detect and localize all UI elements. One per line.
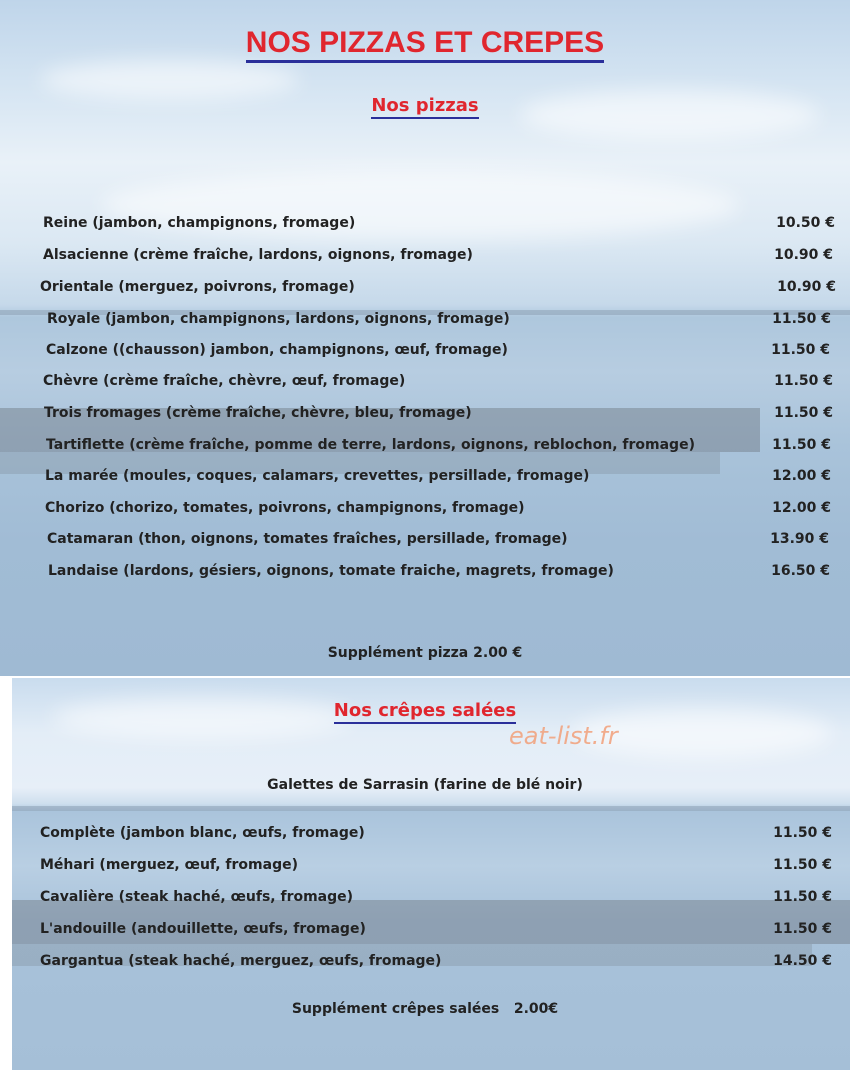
menu-item xyxy=(45,468,831,492)
item-name: Gargantua (steak haché, merguez, œufs, fromage) xyxy=(40,953,442,969)
pizzas-heading-text: Nos pizzas xyxy=(371,95,478,119)
item-price: 10.90 € xyxy=(777,279,836,295)
menu-item xyxy=(40,857,832,881)
menu-item xyxy=(47,531,829,555)
item-name: Chèvre (crème fraîche, chèvre, œuf, fromage) xyxy=(43,373,406,389)
horizon-line xyxy=(12,806,850,811)
menu-item xyxy=(40,953,832,977)
item-price: 10.50 € xyxy=(776,215,835,231)
menu-item xyxy=(44,405,833,429)
item-price: 11.50 € xyxy=(772,311,831,327)
item-price: 12.00 € xyxy=(772,468,831,484)
item-name: Calzone ((chausson) jambon, champignons, œuf, fromage) xyxy=(46,342,508,358)
item-price: 11.50 € xyxy=(771,342,830,358)
item-price: 11.50 € xyxy=(773,825,832,841)
page-title-text: NOS PIZZAS ET CREPES xyxy=(246,26,604,63)
crepes-heading xyxy=(0,700,850,721)
item-price: 14.50 € xyxy=(773,953,832,969)
menu-item xyxy=(45,500,831,524)
item-name: Reine (jambon, champignons, fromage) xyxy=(43,215,356,231)
crepes-heading-text: Nos crêpes salées xyxy=(334,700,516,724)
item-price: 11.50 € xyxy=(774,405,833,421)
crepes-supplement: Supplément crêpes salées 2.00€ xyxy=(291,1001,559,1017)
item-price: 12.00 € xyxy=(772,500,831,516)
item-name: Méhari (merguez, œuf, fromage) xyxy=(40,857,298,873)
cloud xyxy=(40,60,300,100)
item-price: 11.50 € xyxy=(773,857,832,873)
menu-item xyxy=(43,247,833,271)
item-price: 16.50 € xyxy=(771,563,830,579)
menu-item xyxy=(46,342,830,366)
item-name: Chorizo (chorizo, tomates, poivrons, champignons, fromage) xyxy=(45,500,525,516)
page-title xyxy=(0,26,850,60)
item-name: Trois fromages (crème fraîche, chèvre, bleu, fromage) xyxy=(44,405,472,421)
pizza-supplement: Supplément pizza 2.00 € xyxy=(327,645,523,661)
item-name: Tartiflette (crème fraîche, pomme de terre, lardons, oignons, reblochon, fromage) xyxy=(46,437,695,453)
item-name: Cavalière (steak haché, œufs, fromage) xyxy=(40,889,354,905)
menu-item xyxy=(43,215,835,239)
watermark: eat-list.fr xyxy=(509,722,618,750)
menu-item xyxy=(48,563,830,587)
item-price: 11.50 € xyxy=(773,889,832,905)
item-price: 11.50 € xyxy=(773,921,832,937)
item-name: Landaise (lardons, gésiers, oignons, tomate fraiche, magrets, fromage) xyxy=(48,563,614,579)
item-price: 10.90 € xyxy=(774,247,833,263)
crepes-subheading: Galettes de Sarrasin (farine de blé noir) xyxy=(267,777,583,793)
menu-item xyxy=(47,311,831,335)
pizzas-heading xyxy=(0,95,850,116)
item-name: Orientale (merguez, poivrons, fromage) xyxy=(40,279,355,295)
menu-item xyxy=(40,279,836,303)
menu-item xyxy=(40,825,832,849)
item-price: 13.90 € xyxy=(770,531,829,547)
item-name: L'andouille (andouillette, œufs, fromage) xyxy=(40,921,366,937)
item-name: La marée (moules, coques, calamars, crevettes, persillade, fromage) xyxy=(45,468,590,484)
menu-item xyxy=(40,889,832,913)
menu-item xyxy=(40,921,832,945)
item-price: 11.50 € xyxy=(774,373,833,389)
item-price: 11.50 € xyxy=(772,437,831,453)
menu-item xyxy=(43,373,833,397)
item-name: Complète (jambon blanc, œufs, fromage) xyxy=(40,825,365,841)
menu-item xyxy=(46,437,831,461)
item-name: Royale (jambon, champignons, lardons, oignons, fromage) xyxy=(47,311,510,327)
item-name: Catamaran (thon, oignons, tomates fraîches, persillade, fromage) xyxy=(47,531,568,547)
item-name: Alsacienne (crème fraîche, lardons, oignons, fromage) xyxy=(43,247,473,263)
